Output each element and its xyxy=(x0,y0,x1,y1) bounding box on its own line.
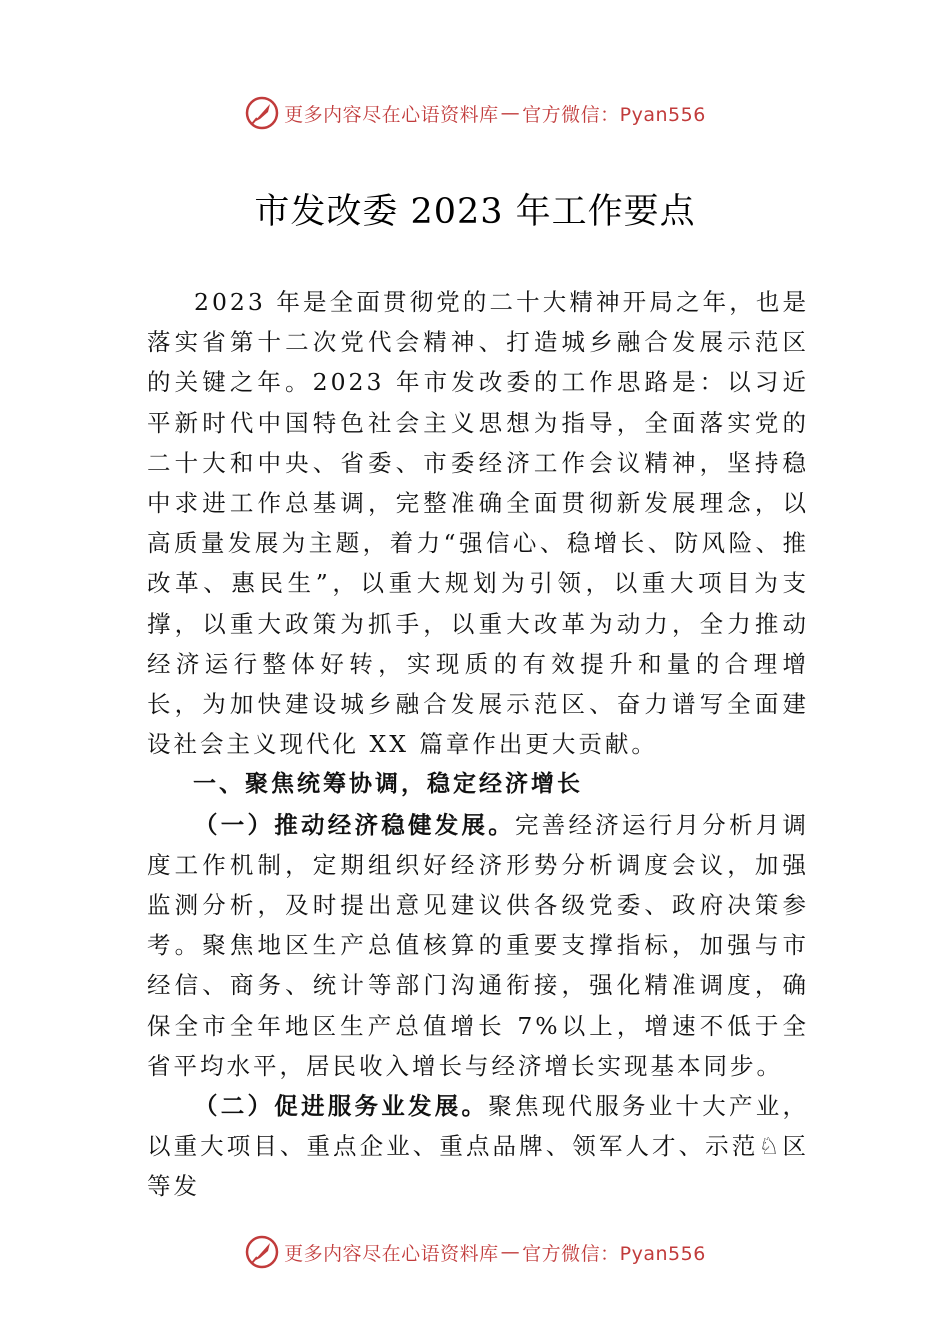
paragraph-item-2 xyxy=(147,1086,809,1207)
document-body xyxy=(147,282,809,1207)
quill-logo-icon xyxy=(244,1234,280,1270)
item-1-text: 完善经济运行月分析月调度工作机制，定期组织好经济形势分析调度会议，加强监测分析，及时提出意见建议供各级党委、政府决策参考。聚焦地区生产总值核算的重要支撑指标，加强与市经信、商务、统计等部门沟通衔接，强化精准调度，确保全市全年地区生产总值增长 7%以上，增速不低于全省平均水平，居民收入增长与经济增长实现基本同步。 xyxy=(147,810,809,1080)
watermark-separator: — xyxy=(500,1241,521,1263)
quill-logo-icon xyxy=(244,95,280,131)
item-1-label: （一）推动经济稳健发展。 xyxy=(194,810,515,839)
paragraph-item-1 xyxy=(147,805,809,1086)
document-title: 市发改委 2023 年工作要点 xyxy=(254,192,696,232)
watermark-text: 更多内容尽在心语资料库 xyxy=(284,103,499,126)
watermark-contact: 官方微信：Pyan556 xyxy=(522,103,706,126)
section-heading: 一、聚焦统筹协调，稳定经济增长 xyxy=(193,771,583,798)
watermark-footer xyxy=(0,1234,950,1270)
watermark-contact: 官方微信：Pyan556 xyxy=(522,1242,706,1265)
watermark-header xyxy=(0,95,950,131)
item-2-text: 聚焦现代服务业十大产业，以重大项目、重点企业、重点品牌、领军人才、示范♘区等发 xyxy=(147,1092,809,1201)
intro-paragraph: 2023 年是全面贯彻党的二十大精神开局之年，也是落实省第十二次党代会精神、打造城乡融合发展示范区的关键之年。2023 年市发改委的工作思路是：以习近平新时代中国特色社会主义思想为指导，全面落实党的二十大和中央、省委、市委经济工作会议精神，坚持稳中求进工作总基调，完整准确全面贯彻新发展理念，以高质量发展为主题，着力“强信心、稳增长、防风险、推改革、惠民生”，以重大规划为引领，以重大项目为支撑，以重大政策为抓手，以重大改革为动力，全力推动经济运行整体好转，实现质的有效提升和量的合理增长，为加快建设城乡融合发展示范区、奋力谱写全面建设社会主义现代化 XX 篇章作出更大贡献。 xyxy=(147,288,809,759)
item-2-label: （二）促进服务业发展。 xyxy=(194,1092,489,1121)
watermark-separator: — xyxy=(500,102,521,124)
watermark-text: 更多内容尽在心语资料库 xyxy=(284,1242,499,1265)
